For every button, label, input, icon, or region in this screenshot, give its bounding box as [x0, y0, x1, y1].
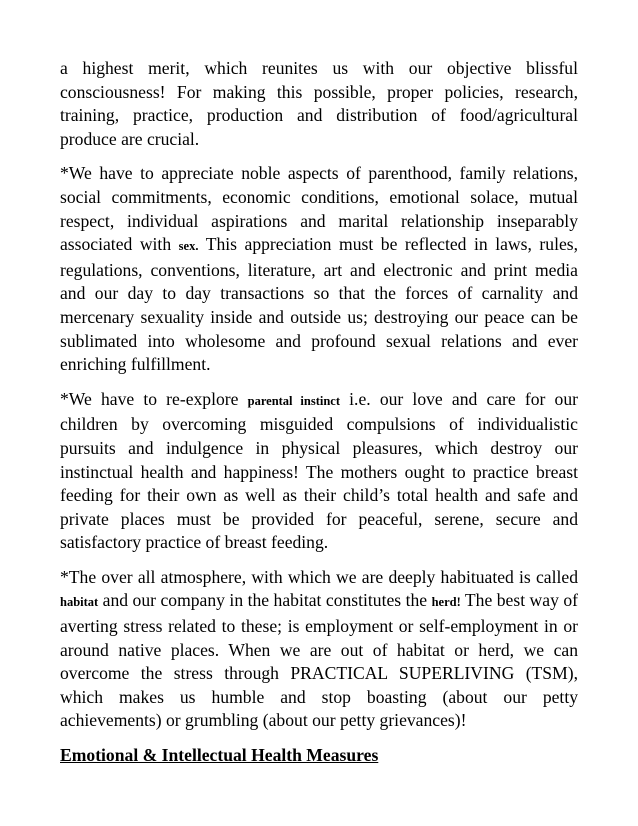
paragraph-habitat-text-middle: and our company in the habitat constitutes the — [98, 590, 432, 611]
paragraph-parental-instinct-text-end: i.e. our love and care for our children by overcoming misguided compulsions of individualistic pursuits and indulgence in physical pleasures, which destroy our instinctual health and happiness! The mothers ought to practice breast feeding for their own as well as their child’s total health and safe and private places must be provided for peaceful, serene, secure and satisfactory practice of breast feeding. — [60, 388, 579, 553]
paragraph-parental-instinct-text-start: *We have to re-explore — [60, 388, 248, 409]
paragraph-food-policies: a highest merit, which reunites us with our objective blissful consciousness! For making this possible, proper policies, research, training, practice, production and distribution of food/agricultural produce are crucial. — [60, 58, 578, 149]
term-parental-instinct: parental instinct — [247, 393, 341, 408]
section-heading: Emotional & Intellectual Health Measures — [60, 745, 379, 766]
paragraph-parenthood — [60, 162, 578, 376]
term-habitat: habitat — [60, 595, 99, 610]
term-herd: herd! — [431, 595, 461, 610]
paragraph-habitat-text-start: *The over all atmosphere, with which we are deeply habituated is called — [60, 566, 578, 587]
paragraph-parental-instinct — [60, 388, 578, 555]
paragraph-habitat-text-end: The best way of averting stress related to these; is employment or self-employment in or around native places. When we are out of habitat or herd, we can overcome the stress through PRACTICAL SUPERLIVING (TSM), which makes us humble and stop boasting (about our petty achievements) or grumbling (about our petty grievances)! — [60, 590, 578, 731]
paragraph-parenthood-text-start: *We have to appreciate noble aspects of parenthood, family relations, social commitments, economic conditions, emotional solace, mutual respect, individual aspirations and marital relationship inseparably associated with — [60, 163, 578, 255]
term-sex: sex. — [178, 239, 199, 254]
document-page — [60, 57, 578, 768]
paragraph-habitat — [60, 566, 578, 733]
paragraph-parenthood-text-end: This appreciation must be reflected in laws, rules, regulations, conventions, literature, art and electronic and print media and our day to day transactions so that the forces of carnality and mercenary sexuality inside and outside us; destroying our peace can be sublimated into wholesome and profound sexual relations and ever enriching fulfillment. — [60, 234, 579, 375]
